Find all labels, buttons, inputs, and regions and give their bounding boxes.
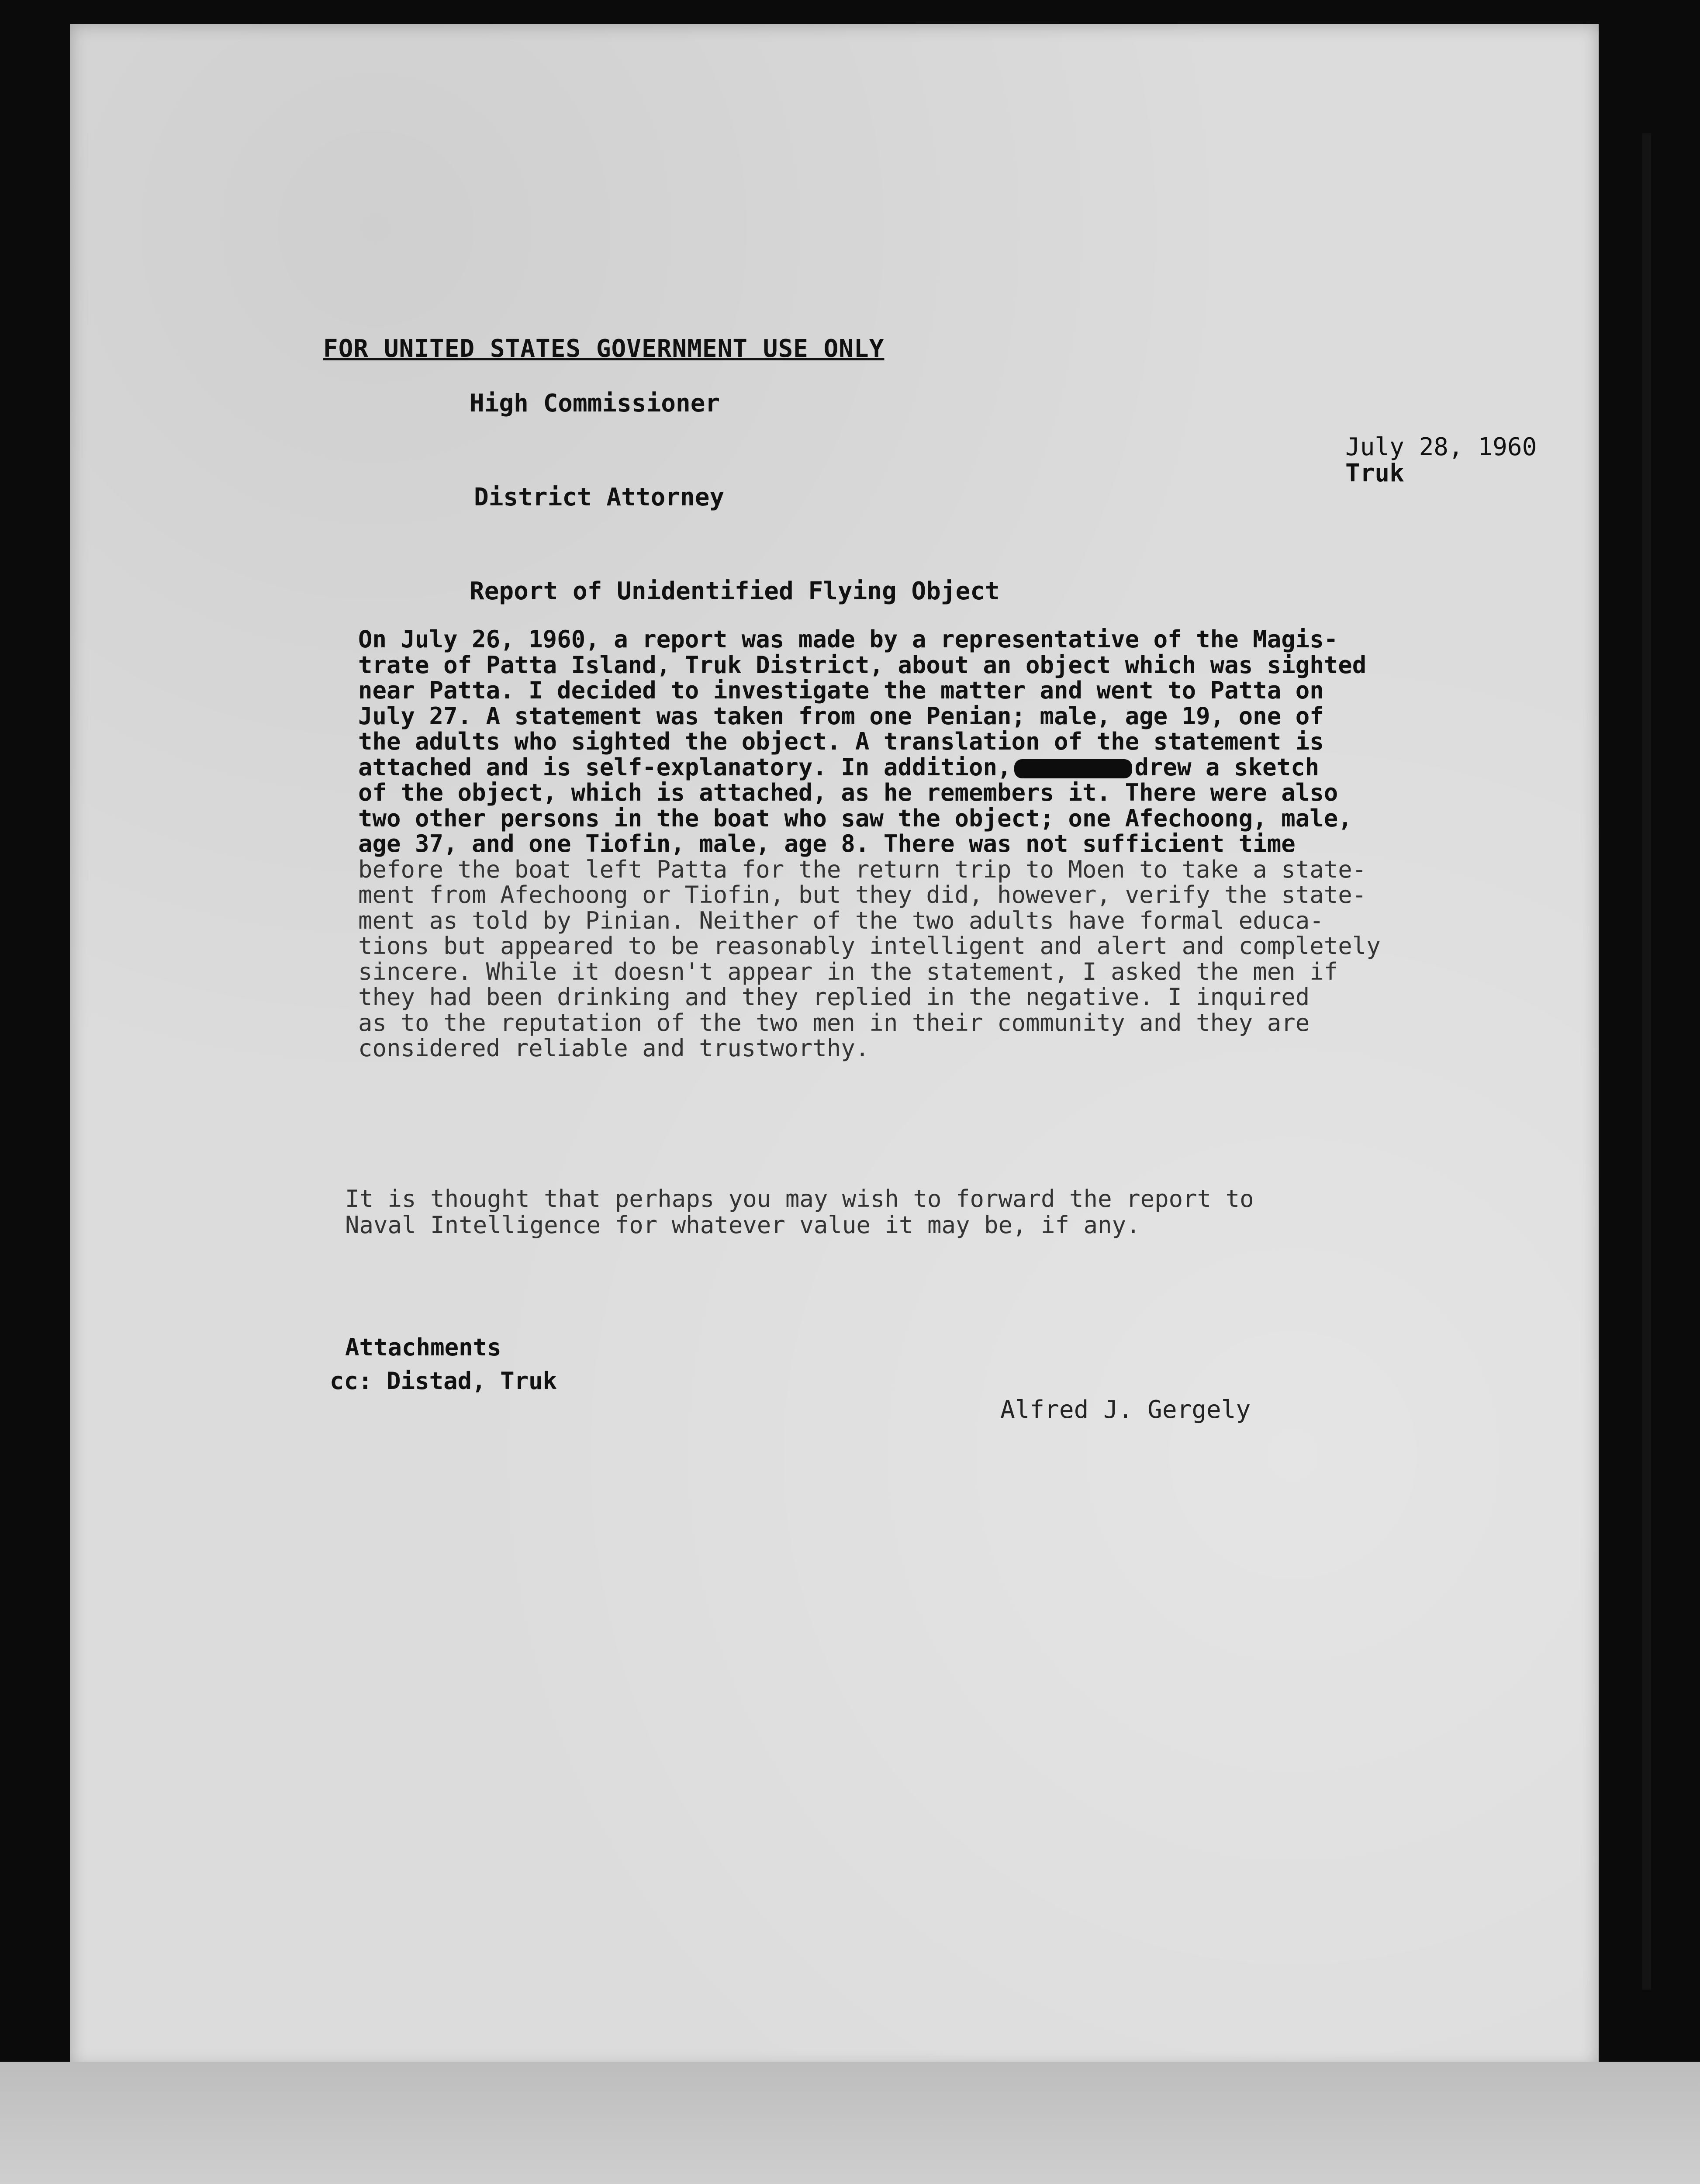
redaction-mark xyxy=(1014,759,1132,778)
place-line: Truk xyxy=(1345,459,1404,487)
closing-paragraph xyxy=(345,1186,1254,1238)
body-line: trate of Patta Island, Truk District, about an object which was sighted xyxy=(358,651,1367,679)
document-page xyxy=(70,24,1599,2068)
body-line: two other persons in the boat who saw the object; one Afechoong, male, xyxy=(358,804,1352,832)
classification-banner: FOR UNITED STATES GOVERNMENT USE ONLY xyxy=(323,335,885,363)
cc-line: cc: Distad, Truk xyxy=(330,1367,557,1395)
recipient-line: High Commissioner xyxy=(470,389,720,418)
body-line: near Patta. I decided to investigate the matter and went to Patta on xyxy=(358,677,1324,704)
body-line: considered reliable and trustworthy. xyxy=(358,1034,870,1062)
body-line: ment as told by Pinian. Neither of the two adults have formal educa- xyxy=(358,906,1324,934)
scan-backing xyxy=(0,2062,1700,2184)
letter-body xyxy=(358,627,1476,1061)
signature-line: Alfred J. Gergely xyxy=(1000,1396,1251,1424)
subject-line: Report of Unidentified Flying Object xyxy=(470,577,1000,605)
body-line: age 37, and one Tiofin, male, age 8. There was not sufficient time xyxy=(358,830,1296,857)
closing-line: Naval Intelligence for whatever value it may be, if any. xyxy=(345,1211,1140,1239)
body-line-part: drew a sketch xyxy=(1134,753,1320,781)
body-line: they had been drinking and they replied in the negative. I inquired xyxy=(358,983,1310,1011)
closing-line: It is thought that perhaps you may wish to forward the report to xyxy=(345,1185,1254,1213)
body-line: before the boat left Patta for the return trip to Moen to take a state- xyxy=(358,855,1367,883)
body-line: July 27. A statement was taken from one Penian; male, age 19, one of xyxy=(358,702,1324,730)
date-line: July 28, 1960 xyxy=(1345,433,1537,461)
body-line: ment from Afechoong or Tiofin, but they did, however, verify the state- xyxy=(358,881,1367,909)
page-edge-shadow xyxy=(1642,133,1651,1990)
body-line-with-redaction xyxy=(358,755,1476,781)
body-line: On July 26, 1960, a report was made by a representative of the Magis- xyxy=(358,625,1338,653)
body-line-part: attached and is self-explanatory. In addition, xyxy=(358,753,1012,781)
body-line: of the object, which is attached, as he remembers it. There were also xyxy=(358,779,1338,806)
body-line: as to the reputation of the two men in their community and they are xyxy=(358,1009,1310,1037)
body-line: the adults who sighted the object. A translation of the statement is xyxy=(358,728,1324,755)
body-line: sincere. While it doesn't appear in the statement, I asked the men if xyxy=(358,957,1338,985)
body-line: tions but appeared to be reasonably intelligent and alert and completely xyxy=(358,932,1381,960)
attachments-label: Attachments xyxy=(345,1334,501,1361)
sender-line: District Attorney xyxy=(474,483,725,511)
